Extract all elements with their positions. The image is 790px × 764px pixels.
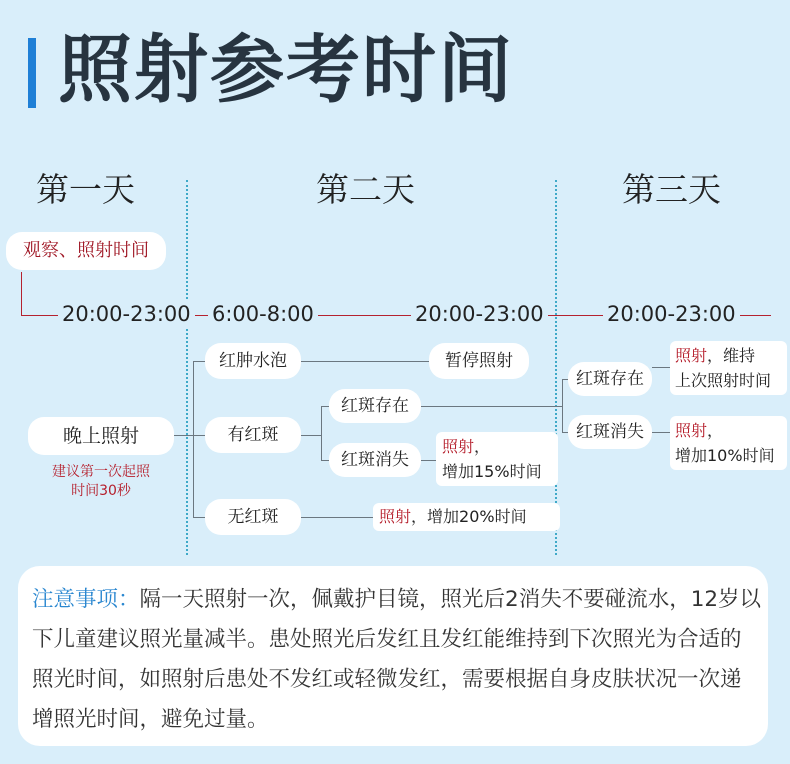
branch-to-blister: [193, 361, 205, 362]
branch-to-gone: [321, 460, 329, 461]
state-d3-red-gone: 红斑消失: [568, 415, 652, 449]
action-increase-20-red: 照射: [379, 507, 412, 526]
action-increase-20-rest: ，增加20%时间: [411, 507, 527, 526]
line-red-stub: [301, 435, 321, 436]
notes-label: 注意事项：: [32, 587, 140, 612]
state-no-red: 无红斑: [205, 499, 301, 535]
observe-time-label: 观察、照射时间: [6, 232, 166, 270]
line-nored-action: [301, 517, 373, 518]
state-red-remains: 红斑存在: [329, 389, 421, 423]
branch-evening-stub: [174, 435, 194, 436]
branch-red-vertical: [321, 406, 322, 460]
observe-connector: [21, 272, 22, 316]
day-1-header: 第一天: [36, 170, 135, 209]
branch-to-nored: [193, 517, 205, 518]
action-increase-15-line2: 增加15%时间: [442, 462, 542, 481]
action-increase-10-red: 照射: [675, 421, 708, 440]
evening-hint-line1: 建议第一次起照: [52, 464, 150, 480]
line-remains-day3: [421, 406, 563, 407]
action-increase-15-red: 照射: [442, 437, 475, 456]
action-increase-10-line2: 增加10%时间: [675, 446, 775, 465]
state-blister: 红肿水泡: [205, 343, 301, 379]
action-maintain: [670, 341, 787, 395]
line-gone-action: [421, 460, 436, 461]
day-2-header: 第二天: [316, 170, 415, 209]
state-red: 有红斑: [205, 417, 301, 453]
time-day2-evening: 20:00-23:00: [411, 300, 548, 328]
line-d3-remains-action: [652, 367, 670, 368]
branch-day2-vertical: [193, 361, 194, 517]
day-3-header: 第三天: [622, 170, 721, 209]
action-pause: 暂停照射: [429, 343, 529, 379]
line-d3-gone-action: [652, 432, 670, 433]
time-day3-evening: 20:00-23:00: [603, 300, 740, 328]
action-maintain-rest: ，维持: [707, 346, 756, 365]
evening-irradiation-node: 晚上照射: [28, 417, 174, 455]
day-divider-1: [186, 180, 188, 555]
branch-to-red: [193, 435, 205, 436]
evening-hint-line2: 时间30秒: [71, 483, 131, 499]
time-day1-evening: 20:00-23:00: [58, 300, 195, 328]
branch-to-remains: [321, 406, 329, 407]
page-title: 照射参考时间: [58, 27, 514, 113]
state-d3-red-remains: 红斑存在: [568, 362, 652, 396]
action-increase-10-sep: ，: [707, 421, 724, 440]
day-divider-2: [555, 180, 557, 555]
evening-hint: [28, 463, 174, 501]
time-day2-morning: 6:00-8:00: [208, 300, 318, 328]
action-maintain-red: 照射: [675, 346, 708, 365]
branch-day3-vertical: [562, 379, 563, 432]
line-blister-pause: [301, 361, 429, 362]
action-increase-20: [373, 503, 560, 531]
action-maintain-line2: 上次照射时间: [675, 371, 772, 390]
state-red-gone: 红斑消失: [329, 443, 421, 477]
notes-text: [32, 580, 762, 740]
action-increase-10: [670, 416, 787, 470]
action-increase-15-sep: ，: [474, 437, 491, 456]
title-accent-bar: [28, 38, 36, 108]
notes-body: 隔一天照射一次，佩戴护目镜，照光后2消失不要碰流水，12岁以下儿童建议照光量减半。患处照光后发红且发红能维持到下次照光为合适的照光时间，如照射后患处不发红或轻微发红，需要根据自身皮肤状况一次递增照光时间，避免过量。: [32, 587, 762, 732]
action-increase-15: [436, 432, 558, 486]
